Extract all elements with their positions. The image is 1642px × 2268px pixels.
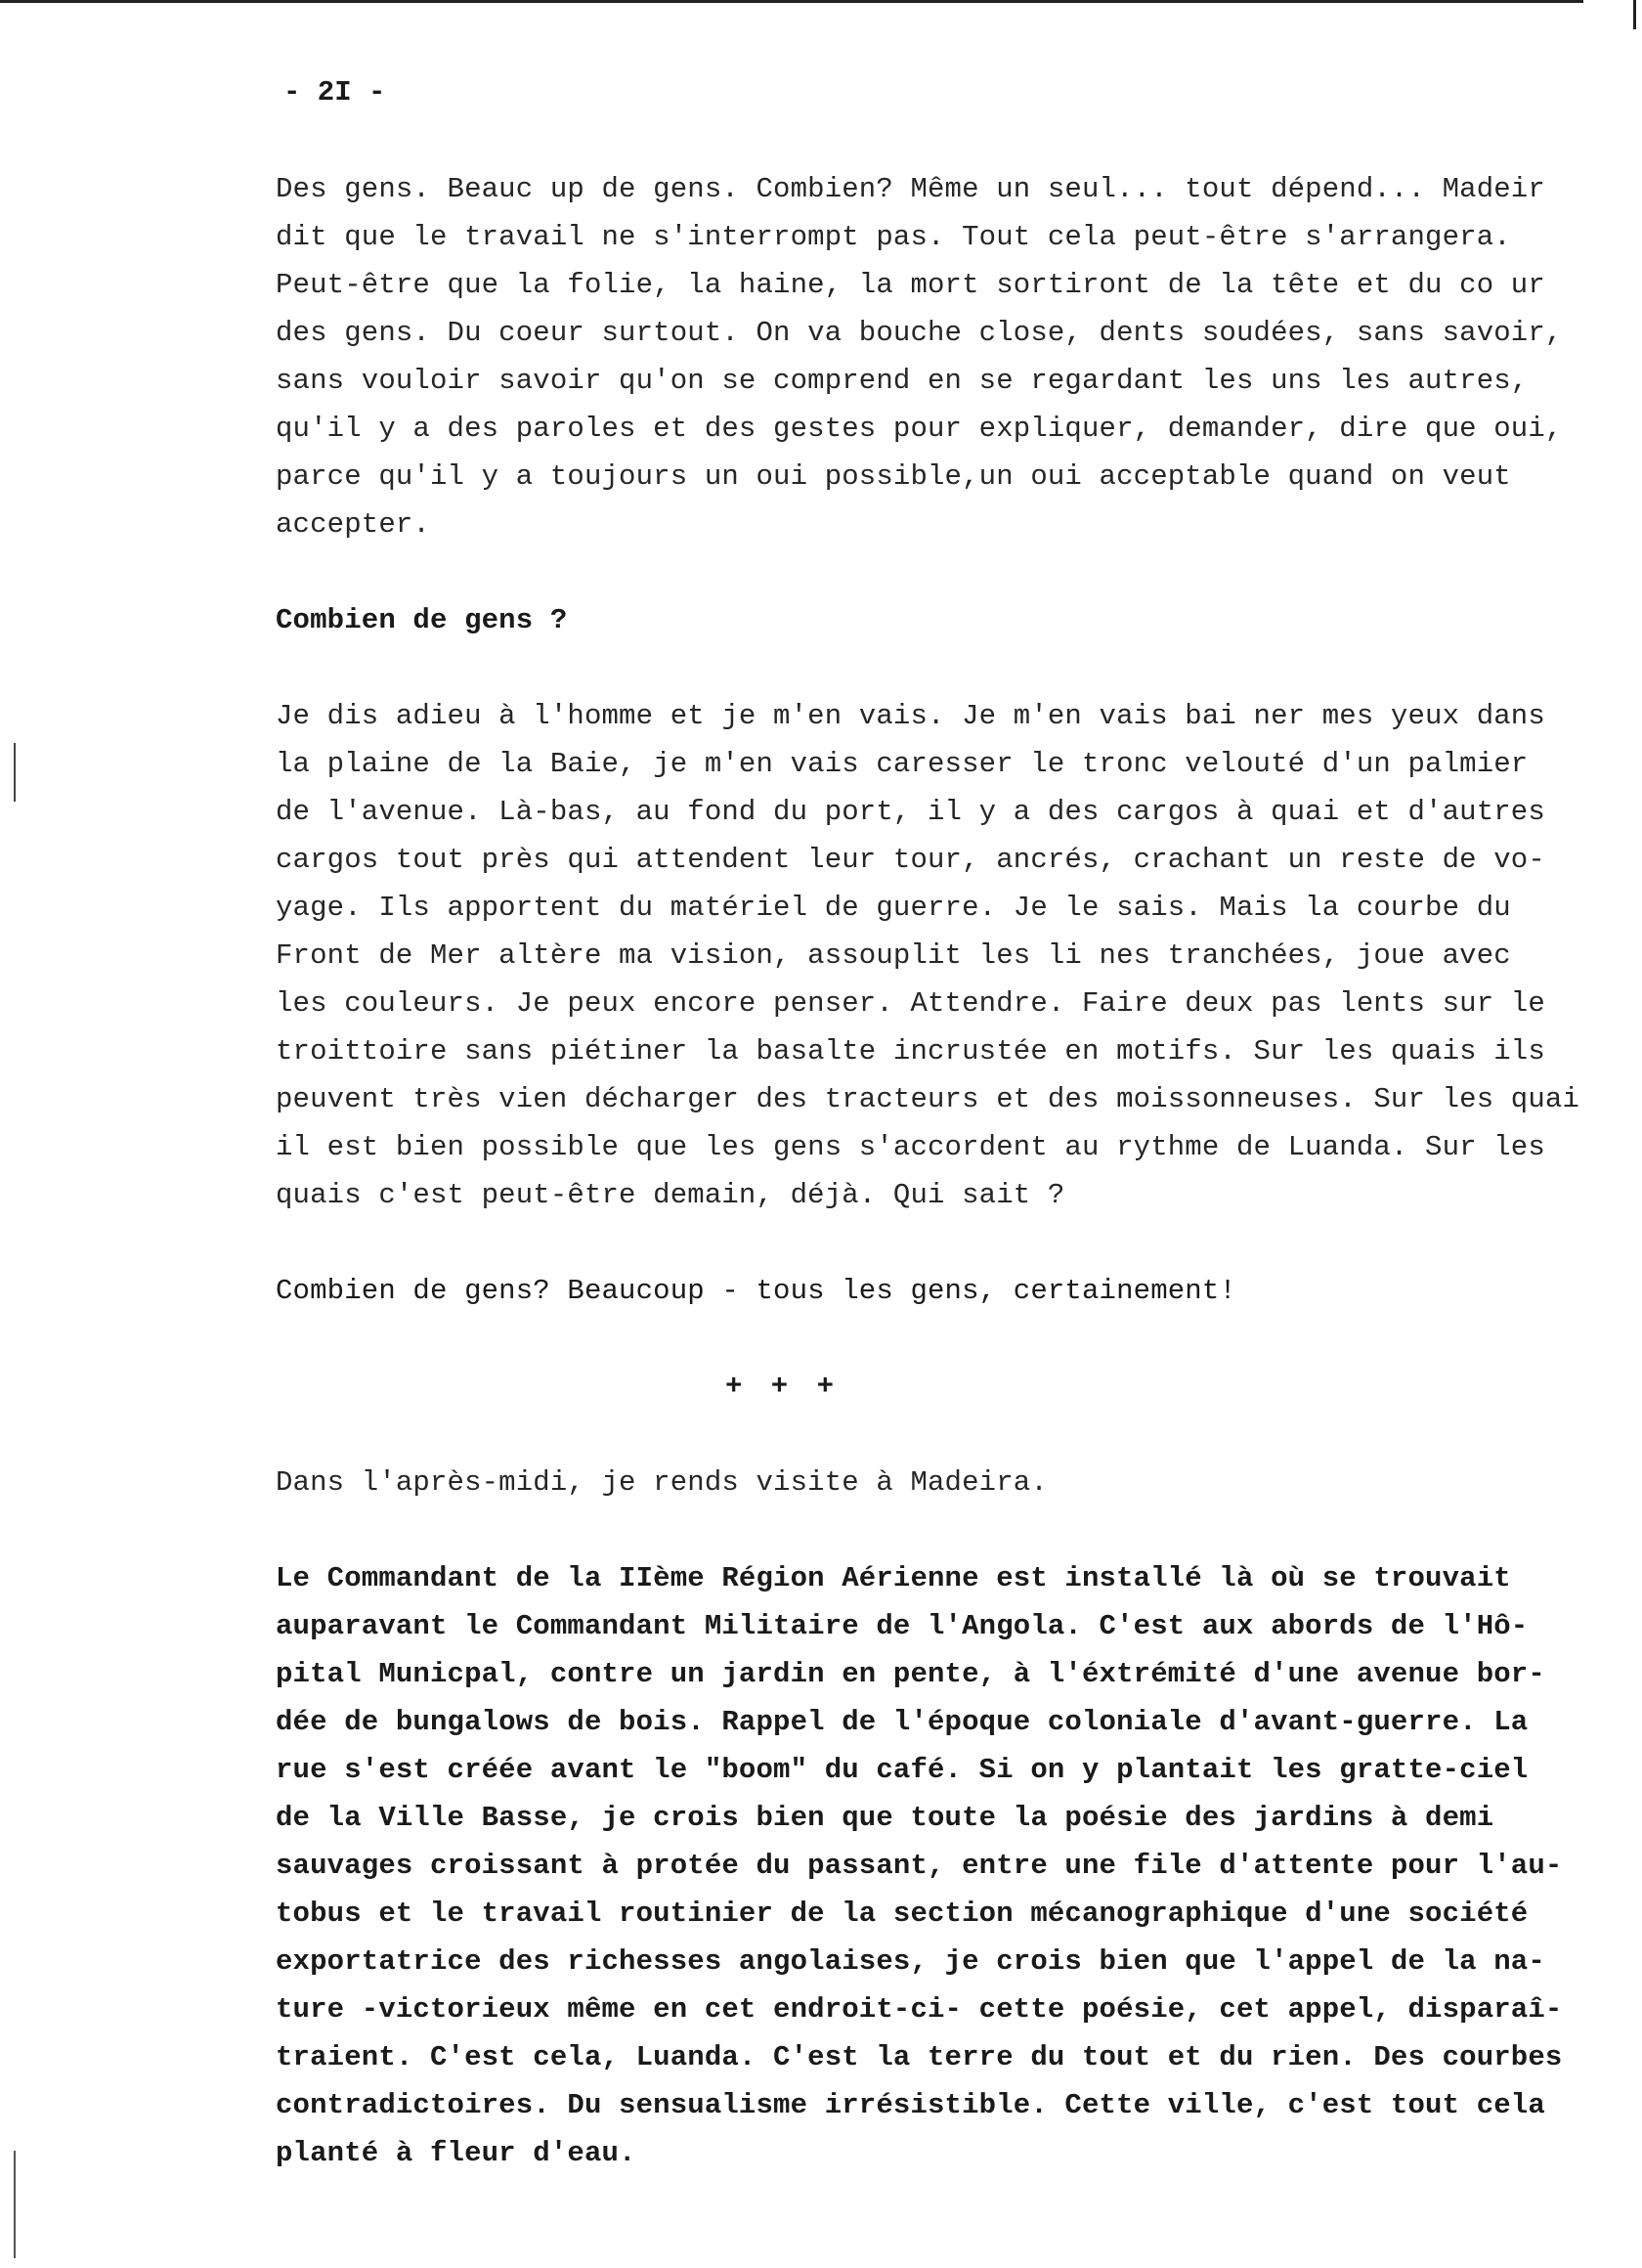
scan-edge-top <box>0 0 1583 3</box>
paragraph-combien-answer: Combien de gens? Beaucoup - tous les gens, certainement! <box>276 1275 1236 1307</box>
paragraph-combien-question: Combien de gens ? <box>276 604 568 636</box>
paragraph-apres-midi: Dans l'après-midi, je rends visite à Madeira. <box>276 1466 1048 1499</box>
section-separator: + + + <box>725 1371 841 1403</box>
page-number: - 2I - <box>283 76 386 109</box>
scan-edge-right <box>1633 0 1636 29</box>
scan-edge-left-bottom <box>14 2151 16 2258</box>
paragraph-commandant: Le Commandant de la IIème Région Aérienne est installé là où se trouvait auparavant le Commandant Militaire de l'Angola. C'est aux abords de l'Hô- pital Municpal, contre un jardin en pente, à l'éxtrémité d'une avenue bor- dée de bungalows de bois. Rappel de l'époque coloniale d'avant-guerre. La rue s'est créée avant le "boom" du café. Si on y plantait les gratte-ciel de la Ville Basse, je crois bien que toute la poésie des jardins à demi sauvages croissant à protée du passant, entre une file d'attente pour l'au- tobus et le travail routinier de la section mécanographique d'une société exportatrice des richesses angolaises, je crois bien que l'appel de la na- ture -victorieux même en cet endroit-ci- cette poésie, cet appel, disparaî- traient. C'est cela, Luanda. C'est la terre du tout et du rien. Des courbes contradictoires. Du sensualisme irrésistible. Cette ville, c'est tout cela planté à fleur d'eau. <box>276 1562 1563 2169</box>
paragraph-adieu: Je dis adieu à l'homme et je m'en vais. Je m'en vais bai ner mes yeux dans la plaine de la Baie, je m'en vais caresser le tronc velouté d'un palmier de l'avenue. Là-bas, au fond du port, il y a des cargos à quai et d'autres cargos tout près qui attendent leur tour, ancrés, crachant un reste de vo- yage. Ils apportent du matériel de guerre. Je le sais. Mais la courbe du Front de Mer altère ma vision, assouplit les li nes tranchées, joue avec les couleurs. Je peux encore penser. Attendre. Faire deux pas lents sur le troittoire sans piétiner la basalte incrustée en motifs. Sur les quais ils peuvent très vien décharger des tracteurs et des moissonneuses. Sur les quai il est bien possible que les gens s'accordent au rythme de Luanda. Sur les quais c'est peut-être demain, déjà. Qui sait ? <box>276 700 1580 1211</box>
typewritten-text <box>276 68 1615 2225</box>
scan-edge-left <box>14 743 16 802</box>
paragraph-gens: Des gens. Beauc up de gens. Combien? Même un seul... tout dépend... Madeir dit que le travail ne s'interrompt pas. Tout cela peut-être s'arrangera. Peut-être que la folie, la haine, la mort sortiront de la tête et du co ur des gens. Du coeur surtout. On va bouche close, dents soudées, sans savoir, sans vouloir savoir qu'on se comprend en se regardant les uns les autres, qu'il y a des paroles et des gestes pour expliquer, demander, dire que oui, parce qu'il y a toujours un oui possible,un oui acceptable quand on veut accepter. <box>276 173 1563 541</box>
